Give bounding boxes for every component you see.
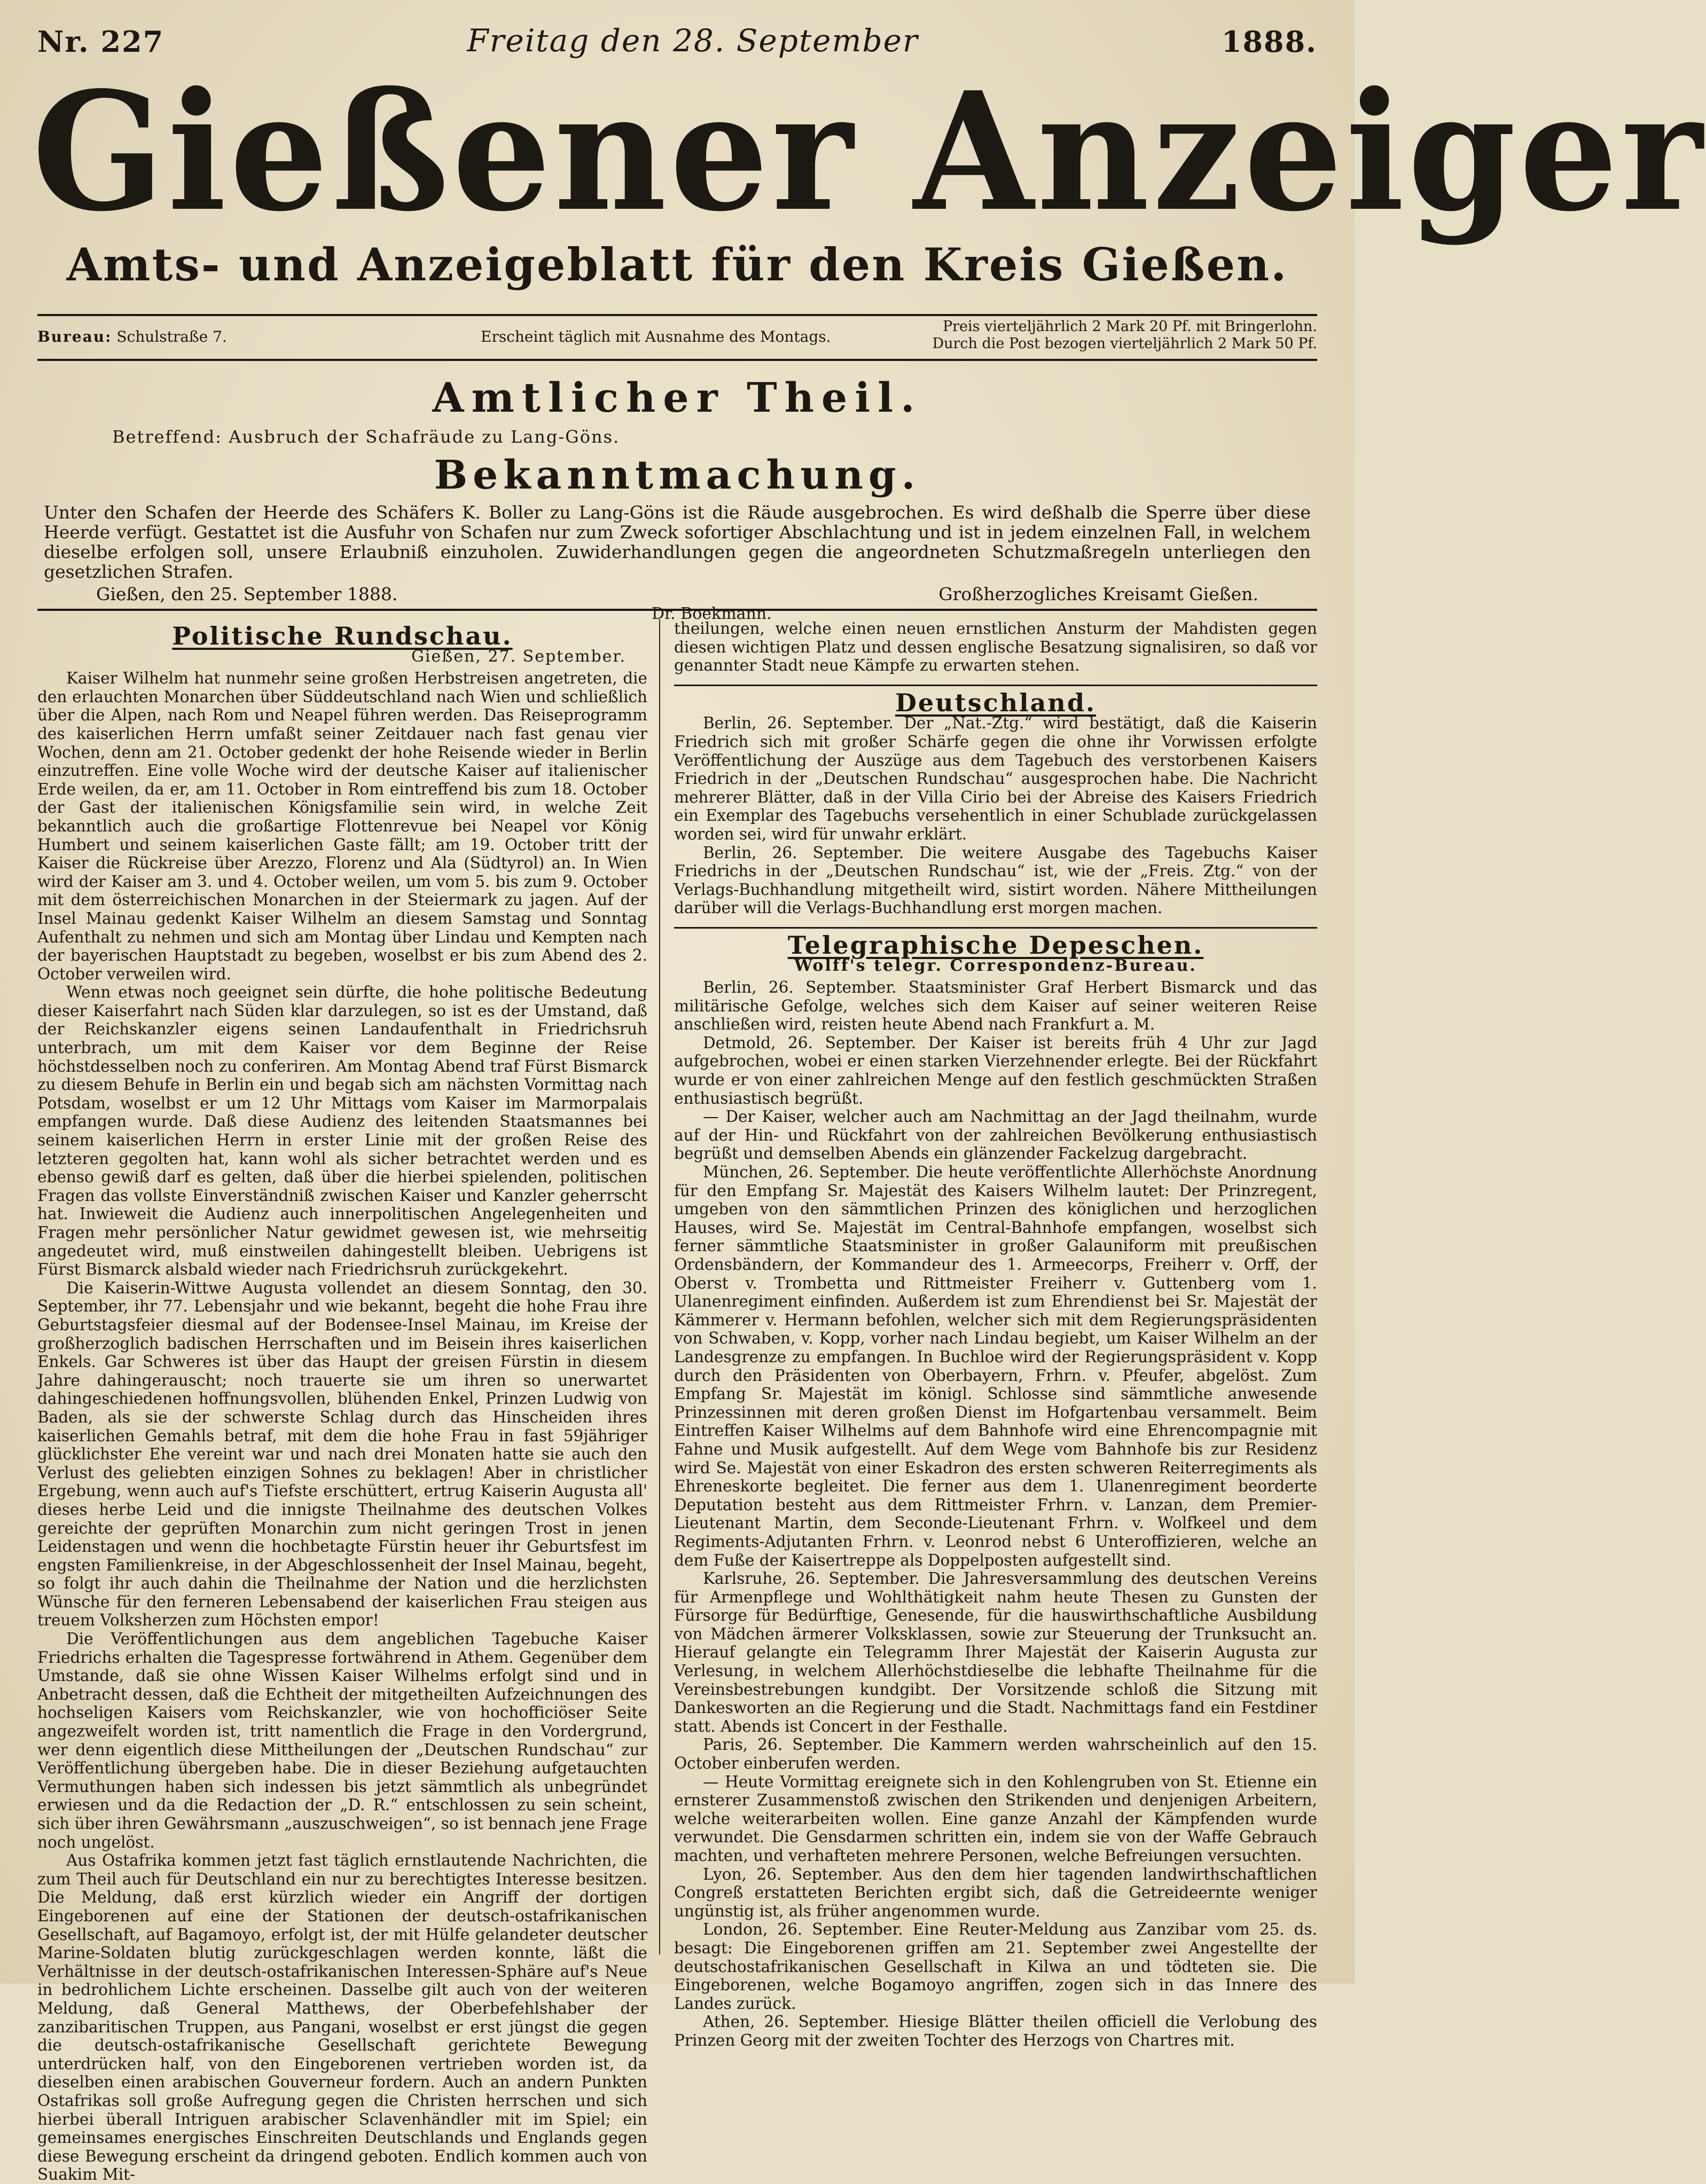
- news-item: London, 26. September. Eine Reuter-Meldung aus Zanzibar vom 25. ds. besagt: Die Eingeborenen griffen am 21. September zwei Angestellte der deutschostafrikanischen Gesellschaft in Kilwa an und tödteten sie. Die Eingeborenen, welche Bogamoyo angriffen, zogen sich in das Innere des Landes zurück.: [674, 1920, 1317, 2013]
- section-rule: [37, 609, 1317, 611]
- price-line-2: Durch die Post bezogen vierteljährlich 2 Mark 50 Pf.: [932, 335, 1317, 352]
- article-paragraph: Kaiser Wilhelm hat nunmehr seine großen Herbstreisen angetreten, die den erlauchten Monarchen über Süddeutschland nach Wien und schließlich über die Alpen, nach Rom und Neapel führen werden. Das Reiseprogramm des kaiserlichen Herrn umfaßt seiner Zeitdauer nach fast genau vier Wochen, denn am 21. October gedenkt der hohe Reisende wieder in Berlin einzutreffen. Eine volle Woche wird der deutsche Kaiser auf italienischer Erde weilen, da er, am 11. October in Rom eintreffend bis zum 18. October der Gast der italienischen Königsfamilie sein wird, in welche Zeit bekanntlich auch die großartige Flottenrevue bei Neapel vor König Humbert und seinem kaiserlichen Gaste fällt; am 19. October tritt der Kaiser die Rückreise über Arezzo, Florenz und Ala (Südtyrol) an. In Wien wird der Kaiser am 3. und 4. October weilen, um vom 5. bis zum 9. October mit dem österreichischen Monarchen in der Steiermark zu jagen. Auf der Insel Mainau gedenkt Kaiser Wilhelm an diesem Samstag und Sonntag Aufenthalt zu nehmen und sich am Montag über Lindau und Kempten nach der bayerischen Hauptstadt zu begeben, woselbst er bis zum Abend des 2. October verweilen wird.: [37, 669, 647, 983]
- official-subject: Betreffend: Ausbruch der Schafräude zu Lang-Göns.: [112, 427, 620, 447]
- official-heading: Amtlicher Theil.: [432, 374, 922, 421]
- article-paragraph: Aus Ostafrika kommen jetzt fast täglich ernstlautende Nachrichten, die zum Theil auch für Deutschland ein nur zu berechtigtes Interesse besitzen. Die Meldung, daß erst kürzlich wieder ein Angriff der dortigen Eingeborenen auf eine der Stationen der deutsch-ostafrikanischen Gesellschaft, auf Bagamoyo, erfolgt ist, der mit Hülfe gelandeter deutscher Marine-Soldaten blutig zurückgeschlagen werden konnte, läßt die Verhältnisse in der deutsch-ostafrikanischen Interessen-Sphäre auf's Neue in bedrohlichem Lichte erscheinen. Dasselbe gilt auch von der weiteren Meldung, daß General Matthews, der Oberbefehlshaber der zanzibaritischen Truppen, aus Pangani, woselbst er erst jüngst die gegen die deutsch-ostafrikanische Gesellschaft gerichtete Bewegung unterdrücken half, von den Eingeborenen vertrieben worden ist, da dieselben einen arabischen Gouverneur fordern. Auch an andern Punkten Ostafrikas soll große Aufregung gegen die Christen herrschen und sich hierbei überall Intriguen arabischer Sclavenhändler mit im Spiel; ein gemeinsames energisches Einschreiten Deutschlands und Englands gegen diese Bewegung erscheint da dringend geboten. Endlich kommen auch von Suakim Mit-: [37, 1851, 647, 2184]
- telegrams-title: Telegraphische Depeschen.: [787, 930, 1204, 960]
- notice-signature-line: [37, 584, 1317, 604]
- notice-signer: Dr. Boekmann.: [652, 604, 772, 623]
- info-bar: [37, 320, 1317, 352]
- official-section: [37, 374, 1317, 623]
- article-paragraph: Die Veröffentlichungen aus dem angeblichen Tagebuche Kaiser Friedrichs erhalten die Tagespresse fortwährend in Athem. Gegenüber dem Umstande, daß sie ohne Wissen Kaiser Wilhelms erfolgt sind und in Anbetracht dessen, daß die Echtheit der mitgetheilten Aufzeichnungen des hochseligen Kaisers vom Reichskanzler, wie von hochofficiöser Seite angezweifelt worden ist, tritt namentlich die Frage in den Vordergrund, wer denn eigentlich diese Mittheilungen der „Deutschen Rundschau“ zur Veröffentlichung übergeben habe. Die in dieser Beziehung aufgetauchten Vermuthungen haben sich indessen bis jetzt sämmtlich als unbegründet erwiesen und da die Redaction der „D. R.“ entschlossen zu sein scheint, sich über ihren Gewährsmann „auszuschweigen“, so ist bennach jene Frage noch ungelöst.: [37, 1630, 647, 1851]
- politics-title: Politische Rundschau.: [172, 622, 513, 650]
- masthead-rule-top: [37, 314, 1317, 316]
- article-paragraph: Die Kaiserin-Wittwe Augusta vollendet an diesem Sonntag, den 30. September, ihr 77. Lebensjahr und wie bekannt, begeht die hohe Frau ihre Geburtstagsfeier diesmal auf der Bodensee-Insel Mainau, im Kreise der großherzoglich badischen Herrschaften und im Beisein ihres kaiserlichen Enkels. Gar Schweres ist über das Haupt der greisen Fürstin in diesem Jahre dahingerauscht; noch trauerte sie um ihren so unerwartet dahingeschiedenen hoffnungsvollen, blühenden Enkel, Prinzen Ludwig von Baden, als sie der schwerste Schlag durch das Hinscheiden ihres kaiserlichen Gemahls betraf, mit dem die hohe Frau in fast 59jähriger glücklichster Ehe vereint war und nach drei Monaten hatte sie auch den Verlust des geliebten einzigen Sohnes zu beklagen! Aber in christlicher Ergebung, wenn auch auf's Tiefste erschüttert, ertrug Kaiserin Augusta all' dieses herbe Leid und die innigste Theilnahme des deutschen Volkes gereichte der geprüften Monarchin zum nicht geringen Trost in jenen Leidenstagen und wenn die hochbetagte Fürstin heuer ihr Geburtsfest im engsten Familienkreise, in der Abgeschlossenheit der Insel Mainau, begeht, so folgt ihr auch dahin die Theilnahme der Nation und die herzlichsten Wünsche für den ferneren Lebensabend der kaiserlichen Frau steigen aus treuem Volksherzen zum Höchsten empor!: [37, 1278, 647, 1630]
- article-paragraph: Wenn etwas noch geeignet sein dürfte, die hohe politische Bedeutung dieser Kaiserfahrt nach Süden klar darzulegen, so ist es der Umstand, daß der Reichskanzler eigens seinen Landaufenthalt in Friedrichsruh unterbrach, um mit dem Kaiser vor dem Beginne der Reise höchstdesselben noch zu conferiren. Am Montag Abend traf Fürst Bismarck zu diesem Behufe in Berlin ein und begab sich am nächsten Vormittag nach Potsdam, woselbst er um 12 Uhr Mittags vom Kaiser im Marmorpalais empfangen wurde. Daß diese Audienz des leitenden Staatsmannes bei seinem kaiserlichen Herrn in erster Linie mit der großen Reise des letzteren gegolten hat, kann wohl als sicher betrachtet werden und es ebenso gewiß darf es gelten, daß über die hierbei spielenden, politischen Fragen das vollste Einverständniß zwischen Kaiser und Kanzler geherrscht hat. Inwieweit die Audienz auch innerpolitischen Angelegenheiten und Fragen mehr persönlicher Natur gewidmet gewesen ist, wie mehrseitig angedeutet wird, muß einstweilen dahingestellt bleiben. Uebrigens ist Fürst Bismarck alsbald wieder nach Friedrichsruh zurückgekehrt.: [37, 983, 647, 1279]
- germany-title: Deutschland.: [895, 688, 1097, 717]
- notice-title: Bekanntmachung.: [434, 452, 921, 498]
- column-divider: [659, 619, 660, 1954]
- bureau-address: Schulstraße 7.: [116, 328, 227, 345]
- notice-body: Unter den Schafen der Heerde des Schäfers K. Boller zu Lang-Göns ist die Räude ausgebrochen. Es wird deßhalb die Sperre über diese Heerde verfügt. Gestattet ist die Ausfuhr von Schafen nur zum Zweck sofortiger Abschlachtung und ist in jedem einzelnen Fall, in welchem dieselbe erfolgen soll, unsere Erlaubniß einzuholen. Zuwiderhandlungen gegen die angeordneten Schutzmaßregeln unterliegen den gesetzlichen Strafen.: [44, 502, 1311, 582]
- bureau-label: Bureau:: [37, 328, 112, 345]
- news-item: — Der Kaiser, welcher auch am Nachmittag an der Jagd theilnahm, wurde auf der Hin- und Rückfahrt von der zahlreichen Bevölkerung enthusiastisch begrüßt und demselben Abends ein glänzender Fackelzug dargebracht.: [674, 1107, 1317, 1163]
- news-item: Berlin, 26. September. Staatsminister Graf Herbert Bismarck und das militärische Gefolge, welches sich dem Kaiser auf seiner weiteren Reise anschließen wird, reisten heute Abend nach Frankfurt a. M.: [674, 978, 1317, 1034]
- news-item: Lyon, 26. September. Aus den dem hier tagenden landwirthschaftlichen Congreß erstatteten Berichten ergibt sich, daß die Getreideernte weniger ungünstig ist, als früher angenommen wurde.: [674, 1865, 1317, 1920]
- news-item: Paris, 26. September. Die Kammern werden wahrscheinlich auf den 15. October einberufen werden.: [674, 1735, 1317, 1773]
- news-item: Detmold, 26. September. Der Kaiser ist bereits früh 4 Uhr zur Jagd aufgebrochen, wobei er einen starken Vierzehnender erlegte. Bei der Rückfahrt wurde er von einer zahlreichen Menge auf den festlich geschmückten Straßen enthusiastisch begrüßt.: [674, 1033, 1317, 1107]
- issue-number: Nr. 227: [37, 25, 165, 59]
- masthead-rule-bottom: [37, 359, 1317, 361]
- issue-line: [37, 21, 1317, 59]
- newspaper-subtitle: Amts- und Anzeigeblatt für den Kreis Gießen.: [66, 238, 1288, 291]
- news-item: Karlsruhe, 26. September. Die Jahresversammlung des deutschen Vereins für Armenpflege und Wohlthätigkeit nahm heute Thesen zu Gunsten der Fürsorge für Bedürftige, Genesende, für die hauswirthschaftliche Ausbildung von Mädchen ärmerer Volksklassen, sowie zur Steuerung der Trunksucht an. Hierauf gelangte ein Telegramm Ihrer Majestät der Kaiserin Augusta zur Verlesung, in welchem Allerhöchstdieselbe die lebhafte Theilnahme für die Vereinsbestrebungen kundgibt. Der Vorsitzende schloß die Sitzung mit Dankesworten an die Regierung und die Stadt. Nachmittags fand ein Festdiner statt. Abends ist Concert in der Festhalle.: [674, 1569, 1317, 1735]
- news-item: München, 26. September. Die heute veröffentlichte Allerhöchste Anordnung für den Empfang Sr. Majestät des Kaisers Wilhelm lautet: Der Prinzregent, umgeben von den sämmtlichen Prinzen des königlichen und herzoglichen Hauses, wird Se. Majestät im Central-Bahnhofe empfangen, woselbst sich ferner sämmtliche Staatsminister in großer Galauniform mit preußischen Ordensbändern, der Kommandeur des 1. Armeecorps, Freiherr v. Orff, der Oberst v. Trombetta und Rittmeister Freiherr v. Guttenberg vom 1. Ulanenregiment einfinden. Außerdem ist zum Ehrendienst bei Sr. Majestät der Kämmerer v. Hermann befohlen, welcher sich mit dem Regierungspräsidenten von Schwaben, v. Kopp, vorher nach Lindau begiebt, um Kaiser Wilhelm an der Landesgrenze zu empfangen. In Buchloe wird der Regierungspräsident v. Kopp durch den Präsidenten von Oberbayern, Frhrn. v. Pfeufer, abgelöst. Zum Empfang Sr. Majestät im königl. Schlosse sind sämmtliche anwesende Prinzessinnen mit deren großen Dienst im Hofgartenbau versammelt. Beim Eintreffen Kaiser Wilhelms auf dem Bahnhofe wird eine Ehrencompagnie mit Fahne und Musik aufgestellt. Auf dem Wege vom Bahnhofe bis zur Residenz wird Se. Majestät von einer Eskadron des ersten schweren Reiterregiments als Ehreneskorte begleitet. Die ferner aus dem 1. Ulanenregiment beorderte Deputation besteht aus dem Rittmeister Frhrn. v. Lanzan, dem Premier-Lieutenant Martin, dem Seconde-Lieutenant Frhrn. v. Wolfkeel und dem Regiments-Adjutanten Frhrn. v. Leonrod nebst 6 Unteroffizieren, welche an dem Fuße der Kaisertreppe als Doppelposten aufgestellt sind.: [674, 1163, 1317, 1569]
- news-item: Berlin, 26. September. Die weitere Ausgabe des Tagebuchs Kaiser Friedrichs in der „Deutschen Rundschau“ ist, wie der „Freis. Ztg.“ von der Verlags-Buchhandlung mitgetheilt wird, sistirt worden. Nähere Mittheilungen darüber will die Verlags-Buchhandlung erst morgen machen.: [674, 843, 1317, 917]
- politics-dateline: Gießen, 27. September.: [411, 647, 626, 666]
- issue-year: 1888.: [1221, 25, 1317, 59]
- newspaper-title: Gießener Anzeiger: [32, 57, 1706, 248]
- schedule-info: Erscheint täglich mit Ausnahme des Montags.: [481, 328, 831, 345]
- article-continuation: theilungen, welche einen neuen ernstlichen Ansturm der Mahdisten gegen diesen wichtigen Platz und dessen englische Besatzung signalisiren, so daß vor genannter Stadt neue Kämpfe zu erwarten stehen.: [674, 619, 1317, 675]
- masthead: [32, 57, 1706, 291]
- section-separator: [674, 685, 1317, 686]
- news-item: — Heute Vormittag ereignete sich in den Kohlengruben von St. Etienne ein ernsterer Zusammenstoß zwischen den Strikenden und denjenigen Arbeitern, welche weiterarbeiten wollen. Eine ganze Anzahl der Kämpfenden wurde verwundet. Die Gensdarmen schritten ein, indem sie von der Waffe Gebrauch machten, und verhafteten mehrere Personen, welche Befreiungen versuchten.: [674, 1772, 1317, 1865]
- telegrams-subtitle: Wolff's telegr. Correspondenz-Bureau.: [794, 956, 1197, 975]
- news-item: Berlin, 26. September. Der „Nat.-Ztg.“ wird bestätigt, daß die Kaiserin Friedrich sich mit großer Schärfe gegen die ohne ihr Vorwissen erfolgte Veröffentlichung der Auszüge aus dem Tagebuch des verstorbenen Kaisers Friedrich in der „Deutschen Rundschau“ ausgesprochen habe. Die Nachricht mehrerer Blätter, daß in der Villa Cirio bei der Abreise des Kaisers Friedrich ein Exemplar des Tagebuchs versehentlich in einer Schublade zurückgelassen worden sei, wird für unwahr erklärt.: [674, 714, 1317, 843]
- price-line-1: Preis vierteljährlich 2 Mark 20 Pf. mit Bringerlohn.: [942, 318, 1317, 335]
- right-column: [674, 619, 1317, 2049]
- price-info: [932, 318, 1317, 352]
- notice-office: Großherzogliches Kreisamt Gießen.: [938, 584, 1258, 604]
- left-column: [37, 619, 647, 2184]
- notice-place-date: Gießen, den 25. September 1888.: [96, 584, 398, 604]
- news-item: Athen, 26. September. Hiesige Blätter theilen officiell die Verlobung des Prinzen Georg mit der zweiten Tochter des Herzogs von Chartres mit.: [674, 2013, 1317, 2049]
- bureau-info: [37, 328, 227, 345]
- section-separator: [674, 927, 1317, 929]
- issue-date: Freitag den 28. September: [467, 22, 919, 59]
